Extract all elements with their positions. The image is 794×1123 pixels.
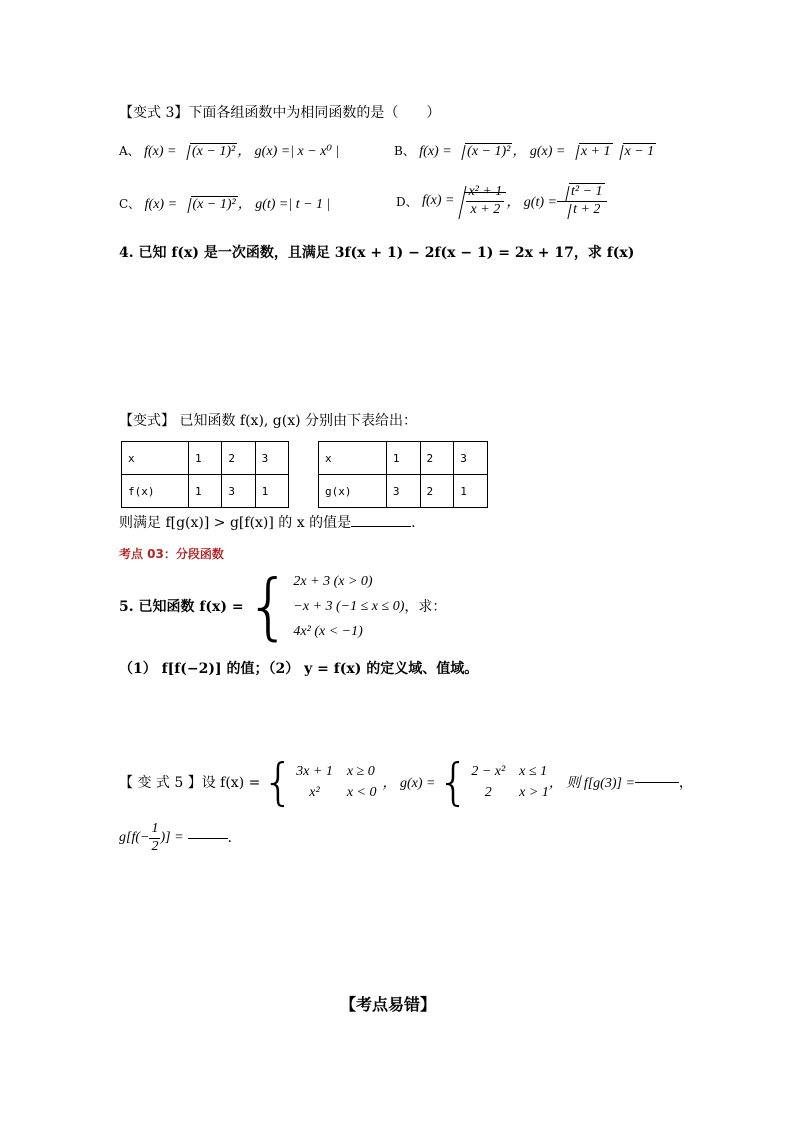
- option-a-g: ， g(x) =| x − x⁰ |: [237, 144, 340, 159]
- option-c: [119, 193, 330, 213]
- option-a-f: f(x) =: [144, 144, 180, 159]
- option-c-f: f(x) =: [144, 197, 181, 212]
- q5-prefix: 5. 已知函数 f(x) =: [119, 599, 244, 615]
- v5-g-cases: 2 − x² x ≤ 1 2 x > 1: [471, 764, 549, 800]
- v5-line2: g[f(− $\frac{1}{2}$ )] = .: [119, 820, 232, 854]
- sqrt-c-f: (x − 1)²: [181, 196, 238, 213]
- sqrt-b-g2: x − 1: [613, 143, 657, 160]
- option-c-tag: C、: [119, 197, 141, 211]
- frac-half: $\frac{1}{2}$: [151, 820, 159, 854]
- answer-blank[interactable]: [188, 838, 228, 839]
- option-a: [119, 140, 339, 160]
- sqrt-b-g1: x + 1: [569, 143, 613, 160]
- table-row: f(x) 1 3 1: [122, 475, 289, 508]
- option-d-f: f(x) =: [422, 193, 455, 208]
- option-c-g: ， g(t) =| t − 1 |: [237, 197, 331, 212]
- v5-prefix: 【 变 式 5 】设 f(x) =: [119, 775, 261, 791]
- q5-block: [119, 564, 447, 648]
- v5-line1: 【 变 式 5 】设 f(x) = { 3x + 1 x ≥ 0 x² x < 0 ， g(x) = { 2 − x² x ≤ 1 2 x > 1 ， 则 f[g(3)] = ，: [119, 753, 693, 811]
- table-g: [318, 441, 488, 508]
- table-row: x 1 2 3: [122, 442, 289, 475]
- option-b: [394, 140, 656, 160]
- answer-blank[interactable]: [635, 782, 679, 783]
- sqrt-a-f: (x − 1)²: [180, 143, 237, 160]
- q5-suffix: ，求：: [404, 599, 447, 615]
- v5-mid: ， g(x) =: [382, 776, 436, 791]
- brace-icon: {: [437, 753, 470, 811]
- table-row: x 1 2 3: [319, 442, 488, 475]
- answer-blank[interactable]: [351, 526, 411, 527]
- v3-title: 【变式 3】下面各组函数中为相同函数的是（ ）: [119, 105, 441, 121]
- table-f: [121, 441, 289, 508]
- sqrt-d-f: $\frac{\text{x² + 1}}{x + 2}$: [454, 184, 506, 219]
- v-title: 【变式】 已知函数 f(x), g(x) 分别由下表给出：: [119, 413, 418, 429]
- table-row: g(x) 3 2 1: [319, 475, 488, 508]
- option-a-tag: A、: [119, 144, 140, 158]
- sqrt-b-f: (x − 1)²: [455, 143, 512, 160]
- brace-icon: {: [262, 753, 295, 811]
- v5-f-cases: 3x + 1 x ≥ 0 x² x < 0: [296, 764, 377, 800]
- option-d-g: ， g(t) =: [506, 195, 557, 210]
- footer-title: 【考点易错】: [340, 995, 437, 1014]
- q5-sub: （1） f[f(−2)] 的值；（2） y = f(x) 的定义域、值域。: [119, 661, 479, 677]
- kd03-title: 考点 03：分段函数: [119, 547, 224, 561]
- q4-text: 4. 已知 f(x) 是一次函数，且满足 3f(x + 1) − 2f(x − 1) = 2x + 17，求 f(x): [119, 245, 635, 261]
- q5-cases: 2x + 3 (x > 0) −x + 3 (−1 ≤ x ≤ 0) 4x² (x < −1): [293, 573, 405, 639]
- option-b-tag: B、: [394, 144, 415, 158]
- option-b-f: f(x) =: [419, 144, 456, 159]
- option-d: [396, 178, 607, 224]
- option-b-g: ， g(x) =: [512, 144, 569, 159]
- v5-ask1: ， 则 f[g(3)] =: [548, 776, 635, 791]
- v-ask: 则满足 f[g(x)] > g[f(x)] 的 x 的值是 .: [119, 515, 416, 531]
- frac-d-g: $\frac{\text{t² − 1}}{t + 2}$: [557, 184, 607, 219]
- option-d-tag: D、: [396, 194, 418, 209]
- brace-icon: {: [245, 564, 292, 648]
